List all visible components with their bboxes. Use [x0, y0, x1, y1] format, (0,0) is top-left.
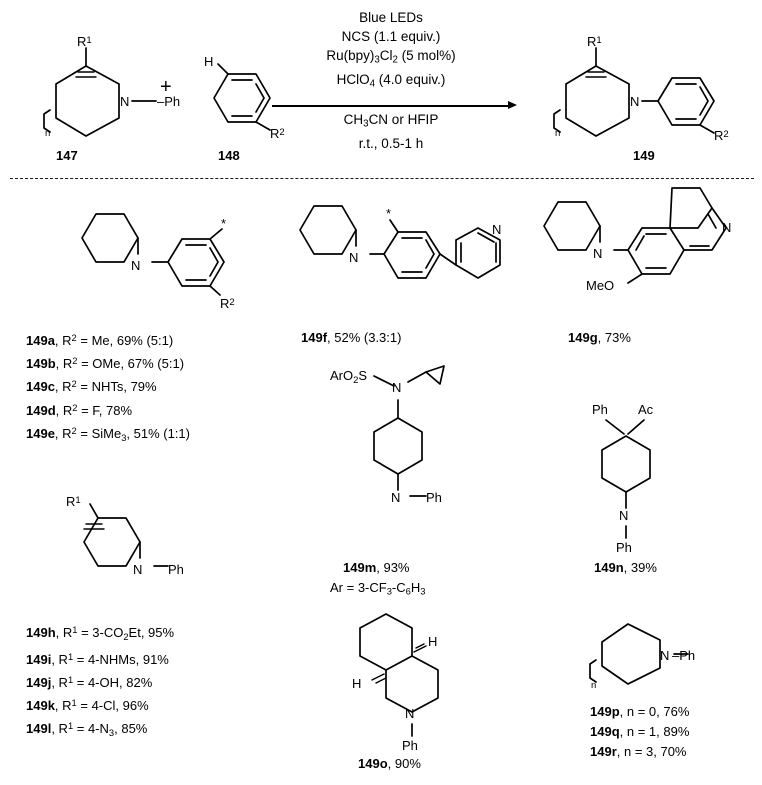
- label-ph-149h: Ph: [168, 562, 184, 577]
- structure-149-drawing: [534, 36, 744, 141]
- label-ph-top-149n: Ph: [592, 402, 608, 417]
- product-entry-149k: 149k, $R^1 = 4-Cl$, 96%: [26, 698, 149, 714]
- compound-label-149: 149: [633, 148, 655, 163]
- structure-148-drawing: [188, 56, 298, 142]
- label-n-147: N: [120, 94, 130, 109]
- label-n-bottom-149m: N: [391, 490, 401, 505]
- condition-line-1: Blue LEDs: [359, 10, 423, 25]
- label-ring-n-149g: N: [722, 220, 732, 235]
- structure-149p-scaffold: [584, 610, 744, 700]
- compound-label-147: 147: [56, 148, 78, 163]
- label-ph-147: –Ph: [157, 94, 181, 109]
- label-h-148: H: [204, 54, 214, 69]
- product-entry-149g: 149g, 73%: [568, 330, 631, 345]
- product-note-149m: $Ar = 3-CF_3-C_6H_3$: [330, 580, 426, 597]
- label-n-149n: N: [619, 508, 629, 523]
- product-entry-149o: 149o, 90%: [358, 756, 421, 771]
- product-entry-149h: 149h, $R^1 = 3-CO_2Et$, 95%: [26, 625, 175, 642]
- product-entry-149a: 149a, $R^2 = Me$, 69% (5:1): [26, 333, 174, 349]
- product-entry-149b: 149b, $R^2$ = OMe, 67% (5:1): [26, 356, 185, 372]
- reaction-arrow-head: [508, 101, 517, 109]
- label-ac-149n: Ac: [638, 402, 654, 417]
- product-entry-149f: 149f, 52% (3.3:1): [301, 330, 402, 345]
- structure-149o-scaffold: [330, 606, 500, 756]
- structure-149m-scaffold: [330, 362, 520, 552]
- label-r1-147: $R^1$: [77, 34, 92, 49]
- label-r1-149h: $R^1$: [66, 494, 81, 509]
- condition-line-2: NCS (1.1 equiv.): [341, 29, 441, 44]
- label-n-top-149m: N: [392, 380, 402, 395]
- reaction-conditions-below: [278, 110, 504, 153]
- label-r1-149: $R^1$: [587, 34, 602, 49]
- plus-sign: +: [160, 76, 172, 98]
- product-entry-149l: 149l, $R^1 = 4-N_3$, 85%: [26, 721, 148, 739]
- condition-line-6: r.t., 0.5-1 h: [358, 135, 424, 151]
- product-entry-149p: 149p, n = 0, 76%: [590, 704, 690, 719]
- label-ph-149p: –Ph: [672, 648, 696, 663]
- label-n-count-147: n: [45, 128, 51, 139]
- label-ph-149m: Ph: [426, 490, 442, 505]
- label-meo-149g: MeO: [586, 278, 615, 293]
- structure-149a-scaffold: [38, 196, 248, 316]
- label-h-down-149o: H: [352, 676, 362, 691]
- structure-149g-scaffold: [524, 190, 744, 318]
- label-star-149a: *: [221, 216, 227, 231]
- product-list-column-p: [590, 702, 689, 762]
- structure-149h-scaffold: [40, 494, 230, 608]
- label-r2-149: $R^2$: [714, 128, 729, 143]
- condition-line-3: $Ru(bpy)_3Cl_2$ (5 mol%): [326, 48, 456, 66]
- product-entry-149c: 149c, $R^2$ = NHTs, 79%: [26, 379, 157, 395]
- label-n-149p: N: [660, 648, 670, 663]
- product-entry-149e: 149e, $R^2$ = SiMe$_3$, 51% (1:1): [26, 425, 190, 443]
- reaction-conditions: [278, 8, 504, 93]
- reaction-arrow-line: [272, 105, 510, 107]
- label-star-149f: *: [386, 206, 392, 221]
- structure-147-drawing: [24, 36, 199, 141]
- label-h-up-149o: H: [428, 634, 438, 649]
- product-entry-149d: 149d, $R^2 = F$, 78%: [26, 402, 133, 418]
- structure-149f-scaffold: [278, 192, 508, 324]
- label-aro2s-149m: ArO$_2$S: [330, 368, 368, 386]
- label-n-149o: N: [405, 706, 415, 721]
- condition-line-4: HClO$_4$ (4.0 equiv.): [336, 71, 446, 90]
- product-entry-149i: 149i, $R^1$ = 4-NHMs, 91%: [26, 651, 169, 668]
- label-pyridine-n-149f: N: [492, 222, 502, 237]
- structure-149n-scaffold: [578, 400, 738, 560]
- label-ph-149n: Ph: [616, 540, 632, 555]
- label-n-149h: N: [133, 562, 143, 577]
- label-n-149g: N: [593, 246, 603, 261]
- product-entry-149r: 149r, n = 3, 70%: [590, 744, 687, 759]
- product-list-column-h: [26, 620, 174, 743]
- section-divider: [10, 178, 754, 179]
- product-entry-149q: 149q, n = 1, 89%: [590, 724, 690, 739]
- product-entry-149m: 149m, 93%: [343, 560, 410, 575]
- label-r2-149a: $R^2$: [220, 296, 235, 311]
- product-entry-149j: 149j, $R^1 = 4-OH$, 82%: [26, 675, 153, 691]
- label-n-count-149: n: [555, 128, 561, 139]
- label-n-149a: N: [131, 258, 141, 273]
- product-entry-149n: 149n, 39%: [594, 560, 657, 575]
- product-list-column-a: [26, 328, 190, 448]
- label-n-149f: N: [349, 250, 359, 265]
- compound-label-148: 148: [218, 148, 240, 163]
- label-ph-149o: Ph: [402, 738, 418, 753]
- label-n-149: N: [630, 94, 640, 109]
- condition-line-5: $CH_3CN$ or HFIP: [343, 112, 439, 130]
- label-n-count-149p: n: [591, 680, 597, 691]
- label-r2-148: $R^2$: [270, 126, 285, 141]
